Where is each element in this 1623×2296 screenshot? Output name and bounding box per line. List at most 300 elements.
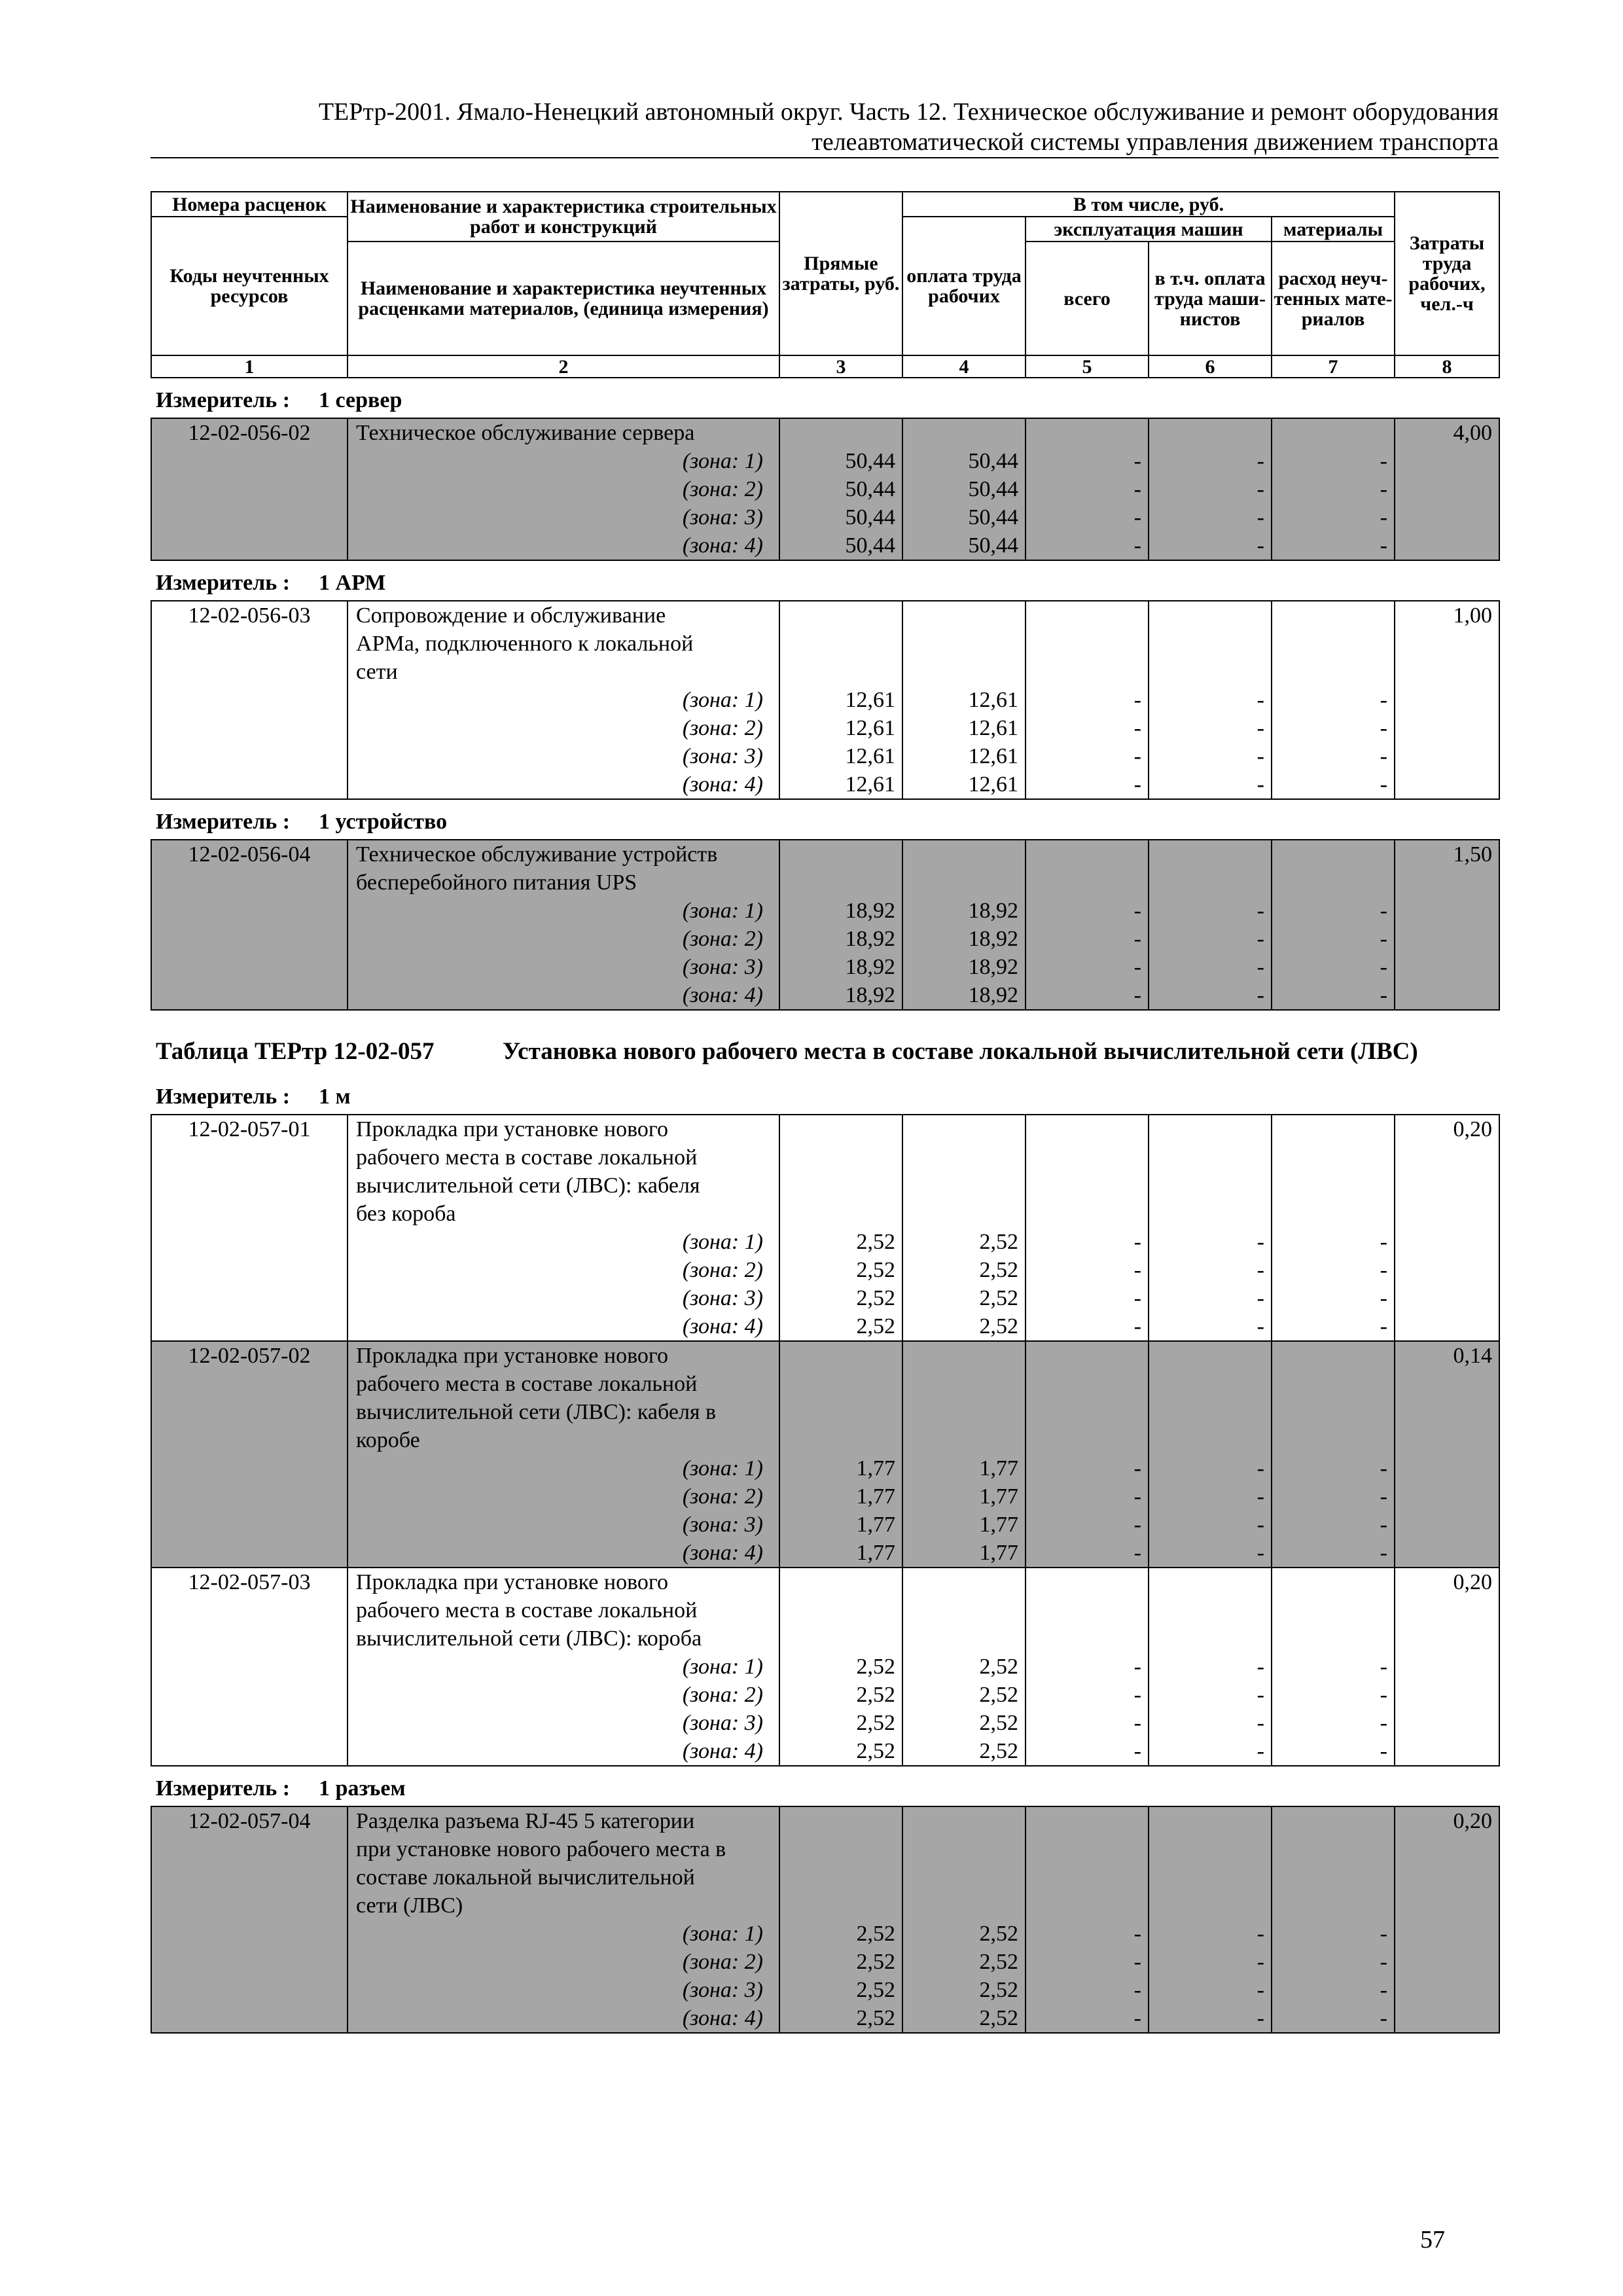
spacer bbox=[1149, 1370, 1264, 1398]
spacer bbox=[903, 658, 1018, 686]
cell-value: - bbox=[1257, 505, 1264, 529]
meter-value: 1 разъем bbox=[319, 1776, 406, 1801]
cell-value: - bbox=[1257, 1950, 1264, 1974]
cell-value: 2,52 bbox=[856, 1683, 895, 1707]
cell-value: - bbox=[1133, 1484, 1141, 1509]
cell-value: - bbox=[1257, 477, 1264, 501]
rate-name bbox=[348, 1341, 779, 1568]
rate-name-line: Прокладка при установке нового bbox=[356, 1344, 668, 1368]
cell-value: - bbox=[1257, 1739, 1264, 1763]
cell-value: - bbox=[1133, 927, 1141, 951]
spacer bbox=[1149, 1342, 1264, 1370]
value-direct bbox=[779, 601, 902, 799]
cell-value: - bbox=[1257, 1922, 1264, 1946]
cell-value: 1,77 bbox=[856, 1456, 895, 1480]
cell-value: - bbox=[1380, 1922, 1387, 1946]
rate-name-line: составе локальной вычислительной bbox=[356, 1865, 695, 1890]
spacer bbox=[1026, 1143, 1141, 1172]
value-direct bbox=[779, 418, 902, 560]
value-m-pay bbox=[1149, 840, 1272, 1010]
document-body bbox=[151, 191, 1499, 2034]
cell-value: - bbox=[1133, 688, 1141, 712]
spacer bbox=[1272, 1342, 1387, 1370]
spacer bbox=[780, 630, 895, 658]
cell-value: - bbox=[1133, 744, 1141, 768]
spacer bbox=[1272, 1892, 1387, 1920]
cell-value: 12,61 bbox=[845, 688, 895, 712]
cell-value: 2,52 bbox=[856, 1739, 895, 1763]
rate-name-line: без короба bbox=[356, 1202, 456, 1226]
zone-label: (зона: 1) bbox=[682, 1655, 763, 1679]
zone-label: (зона: 2) bbox=[682, 1258, 763, 1282]
cell-value: - bbox=[1133, 716, 1141, 740]
spacer bbox=[1026, 1426, 1141, 1454]
column-number: 6 bbox=[1149, 355, 1272, 378]
labor-cost: 0,14 bbox=[1395, 1341, 1499, 1568]
cell-value: - bbox=[1380, 449, 1387, 473]
cell-value: - bbox=[1257, 899, 1264, 923]
rate-name-line: рабочего места в составе локальной bbox=[356, 1598, 698, 1623]
col7-header: расход неуч-тенных мате-риалов bbox=[1272, 242, 1395, 355]
rate-name-line: вычислительной сети (ЛВС): кабеля в bbox=[356, 1400, 717, 1424]
col1-header-top: Номера расценок bbox=[151, 192, 348, 217]
cell-value: - bbox=[1380, 744, 1387, 768]
zone-label: (зона: 1) bbox=[682, 449, 763, 473]
rate-name-line: АРМа, подключенного к локальной bbox=[356, 632, 694, 656]
cell-value: 18,92 bbox=[968, 899, 1018, 923]
spacer bbox=[1149, 1426, 1264, 1454]
spacer bbox=[1026, 1200, 1141, 1228]
cell-value: 2,52 bbox=[979, 1950, 1018, 1974]
cell-value: - bbox=[1257, 1655, 1264, 1679]
value-mat bbox=[1272, 840, 1395, 1010]
value-direct bbox=[779, 840, 902, 1010]
value-mat bbox=[1272, 1806, 1395, 2033]
value-m-all bbox=[1026, 1115, 1149, 1341]
spacer bbox=[780, 1835, 895, 1863]
meter-line bbox=[151, 1767, 1499, 1806]
column-header-table bbox=[151, 191, 1500, 378]
meter-value: 1 устройство bbox=[319, 810, 448, 834]
spacer bbox=[1272, 1624, 1387, 1653]
labor-cost: 4,00 bbox=[1395, 418, 1499, 560]
cell-value: 1,77 bbox=[979, 1456, 1018, 1480]
cell-value: - bbox=[1380, 1541, 1387, 1565]
spacer bbox=[1026, 840, 1141, 869]
spacer bbox=[1026, 1172, 1141, 1200]
value-m-all bbox=[1026, 840, 1149, 1010]
zone-label: (зона: 4) bbox=[682, 983, 763, 1007]
spacer bbox=[780, 419, 895, 447]
zone-label: (зона: 3) bbox=[682, 505, 763, 529]
cell-value: 2,52 bbox=[856, 1230, 895, 1254]
spacer bbox=[1026, 1370, 1141, 1398]
zone-label: (зона: 3) bbox=[682, 744, 763, 768]
rate-name-line: коробе bbox=[356, 1428, 420, 1452]
spacer bbox=[903, 1426, 1018, 1454]
cell-value: - bbox=[1133, 533, 1141, 558]
cell-value: 2,52 bbox=[979, 1286, 1018, 1310]
zone-label: (зона: 1) bbox=[682, 688, 763, 712]
zone-label: (зона: 2) bbox=[682, 1484, 763, 1509]
cell-value: - bbox=[1380, 1978, 1387, 2002]
labor-cost: 1,50 bbox=[1395, 840, 1499, 1010]
cell-value: 50,44 bbox=[845, 477, 895, 501]
col2-header-bottom: Наименование и характеристика неучтенных расценками материалов, (единица измерения) bbox=[348, 242, 779, 355]
value-m-pay bbox=[1149, 418, 1272, 560]
value-m-pay bbox=[1149, 1806, 1272, 2033]
zone-label: (зона: 3) bbox=[682, 1286, 763, 1310]
spacer bbox=[1026, 869, 1141, 897]
meter-value: 1 АРМ bbox=[319, 571, 386, 595]
cell-value: - bbox=[1380, 1655, 1387, 1679]
spacer bbox=[903, 840, 1018, 869]
materials-header: материалы bbox=[1272, 217, 1395, 242]
cell-value: 2,52 bbox=[856, 1711, 895, 1735]
spacer bbox=[1149, 1172, 1264, 1200]
rate-row bbox=[151, 418, 1499, 560]
running-header bbox=[151, 97, 1499, 157]
zone-label: (зона: 2) bbox=[682, 716, 763, 740]
spacer bbox=[1149, 658, 1264, 686]
spacer bbox=[1026, 1624, 1141, 1653]
rate-name-line: при установке нового рабочего места в bbox=[356, 1837, 726, 1861]
spacer bbox=[1149, 1143, 1264, 1172]
spacer bbox=[1026, 1342, 1141, 1370]
meter-label: Измеритель : bbox=[156, 388, 291, 412]
cell-value: - bbox=[1257, 1484, 1264, 1509]
cell-value: - bbox=[1133, 955, 1141, 979]
meter-label: Измеритель : bbox=[156, 571, 291, 595]
cell-value: - bbox=[1133, 1513, 1141, 1537]
value-pay bbox=[902, 840, 1026, 1010]
cell-value: 12,61 bbox=[845, 772, 895, 797]
spacer bbox=[780, 1370, 895, 1398]
rate-row bbox=[151, 1568, 1499, 1766]
rate-name-line: сети bbox=[356, 660, 398, 684]
labor-cost: 0,20 bbox=[1395, 1568, 1499, 1766]
cell-value: - bbox=[1380, 1484, 1387, 1509]
rate-name bbox=[348, 1806, 779, 2033]
cell-value: 1,77 bbox=[979, 1513, 1018, 1537]
table-title-number: Таблица ТЕРтр 12-02-057 bbox=[156, 1038, 435, 1065]
value-mat bbox=[1272, 418, 1395, 560]
spacer bbox=[780, 1398, 895, 1426]
zone-label: (зона: 2) bbox=[682, 927, 763, 951]
value-mat bbox=[1272, 601, 1395, 799]
cell-value: 2,52 bbox=[979, 1655, 1018, 1679]
spacer bbox=[1272, 840, 1387, 869]
spacer bbox=[1272, 1115, 1387, 1143]
cell-value: - bbox=[1257, 927, 1264, 951]
rate-row bbox=[151, 601, 1499, 799]
cell-value: - bbox=[1257, 1286, 1264, 1310]
cell-value: 50,44 bbox=[845, 505, 895, 529]
cell-value: - bbox=[1133, 1922, 1141, 1946]
cell-value: - bbox=[1133, 477, 1141, 501]
cell-value: 2,52 bbox=[979, 1711, 1018, 1735]
rates-table bbox=[151, 418, 1500, 561]
cell-value: 50,44 bbox=[968, 477, 1018, 501]
column-number: 2 bbox=[348, 355, 779, 378]
cell-value: - bbox=[1257, 1683, 1264, 1707]
rate-row bbox=[151, 1115, 1499, 1341]
value-pay bbox=[902, 1115, 1026, 1341]
spacer bbox=[1272, 1143, 1387, 1172]
spacer bbox=[903, 630, 1018, 658]
value-m-all bbox=[1026, 1341, 1149, 1568]
cell-value: - bbox=[1133, 1314, 1141, 1338]
spacer bbox=[903, 1200, 1018, 1228]
col8-header: Затраты труда рабочих, чел.-ч bbox=[1395, 192, 1499, 355]
rate-code: 12-02-056-03 bbox=[151, 601, 348, 799]
machines-header: эксплуатация машин bbox=[1026, 217, 1272, 242]
spacer bbox=[1026, 1807, 1141, 1835]
column-number: 8 bbox=[1395, 355, 1499, 378]
cell-value: - bbox=[1257, 688, 1264, 712]
cell-value: - bbox=[1380, 1314, 1387, 1338]
column-number: 7 bbox=[1272, 355, 1395, 378]
rate-name-line: Сопровождение и обслуживание bbox=[356, 603, 666, 628]
rate-code: 12-02-057-02 bbox=[151, 1341, 348, 1568]
spacer bbox=[1272, 1426, 1387, 1454]
spacer bbox=[1026, 1892, 1141, 1920]
rate-code: 12-02-057-01 bbox=[151, 1115, 348, 1341]
cell-value: - bbox=[1380, 927, 1387, 951]
spacer bbox=[1149, 1835, 1264, 1863]
zone-label: (зона: 2) bbox=[682, 477, 763, 501]
rates-content bbox=[151, 378, 1499, 2034]
zone-label: (зона: 4) bbox=[682, 533, 763, 558]
value-pay bbox=[902, 1568, 1026, 1766]
value-mat bbox=[1272, 1115, 1395, 1341]
col2-header-top: Наименование и характеристика строительных работ и конструкций bbox=[348, 192, 779, 242]
cell-value: - bbox=[1380, 955, 1387, 979]
rate-row bbox=[151, 1806, 1499, 2033]
cell-value: - bbox=[1380, 1258, 1387, 1282]
cell-value: 2,52 bbox=[979, 1683, 1018, 1707]
cell-value: - bbox=[1380, 1456, 1387, 1480]
spacer bbox=[780, 869, 895, 897]
cell-value: - bbox=[1133, 1286, 1141, 1310]
value-mat bbox=[1272, 1568, 1395, 1766]
spacer bbox=[1272, 601, 1387, 630]
col4-header: оплата труда рабочих bbox=[902, 217, 1026, 355]
spacer bbox=[903, 1835, 1018, 1863]
spacer bbox=[1149, 1863, 1264, 1892]
spacer bbox=[780, 601, 895, 630]
spacer bbox=[1149, 1115, 1264, 1143]
cell-value: 50,44 bbox=[845, 533, 895, 558]
spacer bbox=[1149, 1892, 1264, 1920]
zone-label: (зона: 1) bbox=[682, 899, 763, 923]
zone-label: (зона: 4) bbox=[682, 2006, 763, 2030]
spacer bbox=[780, 1624, 895, 1653]
rate-row bbox=[151, 1341, 1499, 1568]
rate-name-line: бесперебойного питания UPS bbox=[356, 870, 637, 895]
rates-table bbox=[151, 1114, 1500, 1767]
cell-value: - bbox=[1133, 1456, 1141, 1480]
spacer bbox=[780, 1807, 895, 1835]
cell-value: - bbox=[1133, 899, 1141, 923]
spacer bbox=[903, 869, 1018, 897]
rate-name-line: вычислительной сети (ЛВС): короба bbox=[356, 1626, 702, 1651]
page-number: 57 bbox=[1420, 2226, 1445, 2253]
value-m-pay bbox=[1149, 1568, 1272, 1766]
spacer bbox=[903, 601, 1018, 630]
cell-value: 2,52 bbox=[979, 1314, 1018, 1338]
labor-cost: 0,20 bbox=[1395, 1806, 1499, 2033]
cell-value: 12,61 bbox=[845, 716, 895, 740]
cell-value: 18,92 bbox=[845, 955, 895, 979]
cell-value: 50,44 bbox=[845, 449, 895, 473]
cell-value: - bbox=[1133, 1230, 1141, 1254]
spacer bbox=[1149, 1596, 1264, 1624]
cell-value: - bbox=[1257, 1978, 1264, 2002]
cell-value: - bbox=[1133, 983, 1141, 1007]
cell-value: - bbox=[1380, 1739, 1387, 1763]
cell-value: - bbox=[1257, 744, 1264, 768]
cell-value: 2,52 bbox=[856, 2006, 895, 2030]
zone-label: (зона: 1) bbox=[682, 1922, 763, 1946]
cell-value: - bbox=[1380, 983, 1387, 1007]
cell-value: - bbox=[1380, 505, 1387, 529]
cell-value: - bbox=[1257, 1541, 1264, 1565]
cell-value: 2,52 bbox=[979, 1230, 1018, 1254]
cell-value: 12,61 bbox=[968, 688, 1018, 712]
meter-value: 1 сервер bbox=[319, 388, 402, 412]
cell-value: - bbox=[1257, 1711, 1264, 1735]
column-number-row bbox=[151, 355, 1499, 378]
spacer bbox=[780, 1568, 895, 1596]
cell-value: 1,77 bbox=[856, 1541, 895, 1565]
spacer bbox=[1272, 1863, 1387, 1892]
rate-name bbox=[348, 1568, 779, 1766]
meter-value: 1 м bbox=[319, 1085, 351, 1109]
value-m-all bbox=[1026, 1568, 1149, 1766]
value-mat bbox=[1272, 1341, 1395, 1568]
spacer bbox=[1149, 630, 1264, 658]
spacer bbox=[780, 1426, 895, 1454]
cell-value: - bbox=[1380, 1230, 1387, 1254]
zone-label: (зона: 4) bbox=[682, 772, 763, 797]
rate-name bbox=[348, 601, 779, 799]
cell-value: 2,52 bbox=[856, 1950, 895, 1974]
cell-value: 2,52 bbox=[979, 1739, 1018, 1763]
rate-name bbox=[348, 840, 779, 1010]
spacer bbox=[1026, 1835, 1141, 1863]
cell-value: - bbox=[1133, 1655, 1141, 1679]
rate-name-line: сети (ЛВС) bbox=[356, 1893, 463, 1918]
cell-value: - bbox=[1133, 1541, 1141, 1565]
spacer bbox=[1149, 1200, 1264, 1228]
spacer bbox=[1026, 1596, 1141, 1624]
spacer bbox=[1149, 419, 1264, 447]
cell-value: - bbox=[1133, 1258, 1141, 1282]
cell-value: 2,52 bbox=[856, 1314, 895, 1338]
spacer bbox=[903, 1624, 1018, 1653]
cell-value: 2,52 bbox=[979, 1922, 1018, 1946]
cell-value: 18,92 bbox=[968, 927, 1018, 951]
labor-cost: 1,00 bbox=[1395, 601, 1499, 799]
col1-header-bottom: Коды неучтенных ресурсов bbox=[151, 217, 348, 355]
cell-value: - bbox=[1257, 1314, 1264, 1338]
spacer bbox=[1026, 630, 1141, 658]
table-title-text: Установка нового рабочего места в составе локальной вычислительной сети (ЛВС) bbox=[503, 1038, 1418, 1065]
value-pay bbox=[902, 1806, 1026, 2033]
spacer bbox=[780, 1342, 895, 1370]
column-number: 5 bbox=[1026, 355, 1149, 378]
value-m-all bbox=[1026, 418, 1149, 560]
zone-label: (зона: 1) bbox=[682, 1456, 763, 1480]
spacer bbox=[1272, 1398, 1387, 1426]
column-number: 3 bbox=[779, 355, 902, 378]
spacer bbox=[1272, 419, 1387, 447]
running-header-line2: телеавтоматической системы управления движением транспорта bbox=[812, 128, 1499, 156]
spacer bbox=[1149, 1568, 1264, 1596]
cell-value: - bbox=[1133, 449, 1141, 473]
spacer bbox=[1272, 1370, 1387, 1398]
spacer bbox=[780, 1863, 895, 1892]
spacer bbox=[1149, 869, 1264, 897]
value-pay bbox=[902, 1341, 1026, 1568]
cell-value: - bbox=[1257, 955, 1264, 979]
rates-table bbox=[151, 1806, 1500, 2034]
spacer bbox=[780, 658, 895, 686]
cell-value: - bbox=[1133, 1978, 1141, 2002]
value-m-pay bbox=[1149, 1341, 1272, 1568]
rate-name-line: Техническое обслуживание сервера bbox=[356, 421, 695, 445]
value-m-all bbox=[1026, 601, 1149, 799]
spacer bbox=[780, 1143, 895, 1172]
spacer bbox=[780, 1115, 895, 1143]
spacer bbox=[903, 1143, 1018, 1172]
zone-label: (зона: 3) bbox=[682, 1513, 763, 1537]
cell-value: - bbox=[1257, 983, 1264, 1007]
cell-value: - bbox=[1257, 1258, 1264, 1282]
cell-value: - bbox=[1380, 1950, 1387, 1974]
spacer bbox=[780, 1172, 895, 1200]
rate-name-line: вычислительной сети (ЛВС): кабеля bbox=[356, 1174, 700, 1198]
rate-name-line: Разделка разъема RJ-45 5 категории bbox=[356, 1809, 695, 1833]
table-title bbox=[156, 1037, 1499, 1067]
cell-value: - bbox=[1257, 533, 1264, 558]
meter-label: Измеритель : bbox=[156, 810, 291, 834]
cell-value: 2,52 bbox=[856, 1922, 895, 1946]
spacer bbox=[1272, 1200, 1387, 1228]
spacer bbox=[1026, 1115, 1141, 1143]
cell-value: 1,77 bbox=[856, 1484, 895, 1509]
cell-value: - bbox=[1133, 1683, 1141, 1707]
zone-label: (зона: 1) bbox=[682, 1230, 763, 1254]
cell-value: - bbox=[1380, 772, 1387, 797]
spacer bbox=[903, 1863, 1018, 1892]
spacer bbox=[1026, 658, 1141, 686]
zone-label: (зона: 4) bbox=[682, 1314, 763, 1338]
rates-table bbox=[151, 839, 1500, 1011]
zone-label: (зона: 3) bbox=[682, 1978, 763, 2002]
spacer bbox=[903, 1892, 1018, 1920]
column-number: 1 bbox=[151, 355, 348, 378]
spacer bbox=[780, 1892, 895, 1920]
cell-value: 50,44 bbox=[968, 449, 1018, 473]
cell-value: - bbox=[1380, 2006, 1387, 2030]
cell-value: 12,61 bbox=[968, 716, 1018, 740]
cell-value: - bbox=[1380, 899, 1387, 923]
cell-value: 2,52 bbox=[856, 1978, 895, 2002]
value-pay bbox=[902, 601, 1026, 799]
cell-value: - bbox=[1257, 1456, 1264, 1480]
